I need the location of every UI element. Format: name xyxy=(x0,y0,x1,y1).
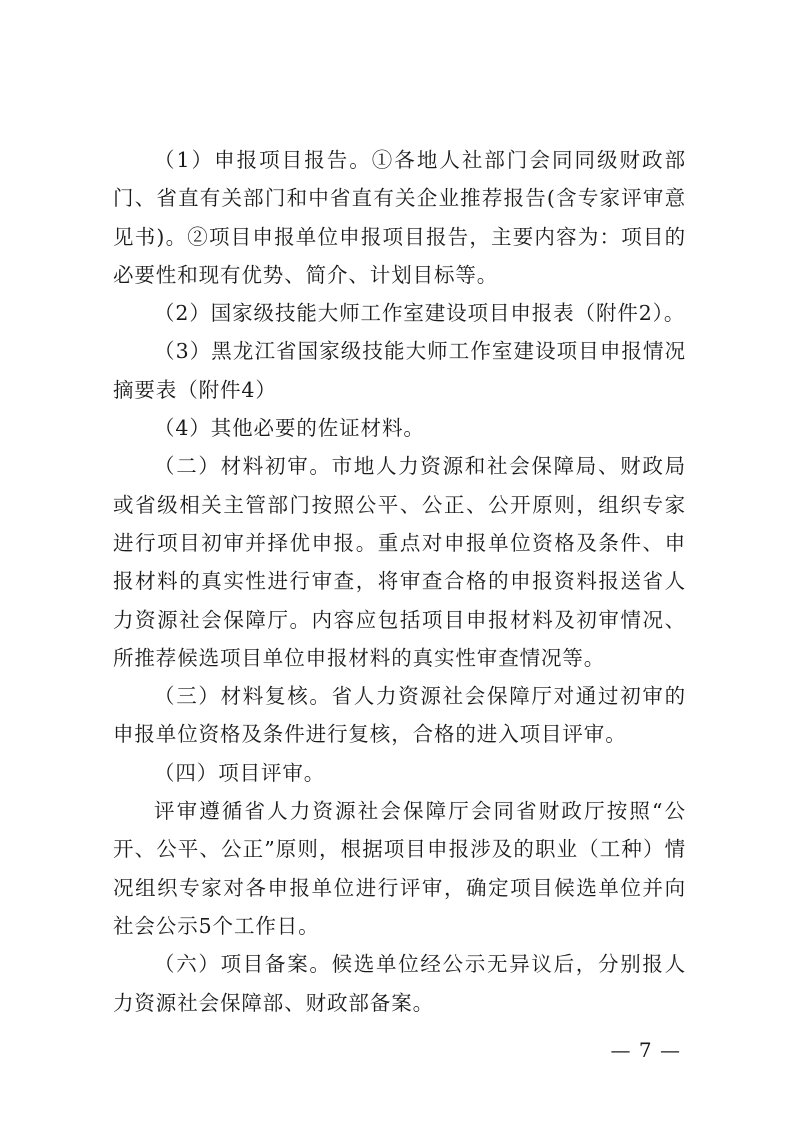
paragraph-application-form: （2）国家级技能大师工作室建设项目申报表（附件2）。 xyxy=(154,301,686,326)
page-number: — 7 — xyxy=(610,1038,681,1062)
paragraph-report: （1）申报项目报告。①各地人社部门会同同级财政部门、省直有关部门和中省直有关企业推荐报告(含专家评审意见书)。②项目申报单位申报项目报告，主要内容为：项目的必要性和现有优势、简介、计划目标等。 xyxy=(113,148,686,287)
paragraph-review-rules: 评审遵循省人力资源社会保障厅会同省财政厅按照“公开、公平、公正”原则，根据项目申报涉及的职业（工种）情况组织专家对各申报单位进行评审，确定项目候选单位并向社会公示5个工作日。 xyxy=(113,799,686,938)
paragraph-project-review-heading: （四）项目评审。 xyxy=(154,760,326,785)
paragraph-recheck: （三）材料复核。省人力资源社会保障厅对通过初审的申报单位资格及条件进行复核，合格的进入项目评审。 xyxy=(113,684,686,747)
paragraph-supporting-materials: （4）其他必要的佐证材料。 xyxy=(154,416,425,441)
paragraph-summary-table: （3）黑龙江省国家级技能大师工作室建设项目申报情况摘要表（附件4） xyxy=(113,339,686,402)
paragraph-initial-review: （二）材料初审。市地人力资源和社会保障局、财政局或省级相关主管部门按照公平、公正、公开原则，组织专家进行项目初审并择优申报。重点对申报单位资格及条件、申报材料的真实性进行审查，将审查合格的申报资料报送省人力资源社会保障厅。内容应包括项目申报材料及初审情况、所推荐候选项目单位申报材料的真实性审查情况等。 xyxy=(113,454,686,670)
document-body xyxy=(113,141,686,1022)
paragraph-filing: （六）项目备案。候选单位经公示无异议后，分别报人力资源社会保障部、财政部备案。 xyxy=(113,952,686,1015)
